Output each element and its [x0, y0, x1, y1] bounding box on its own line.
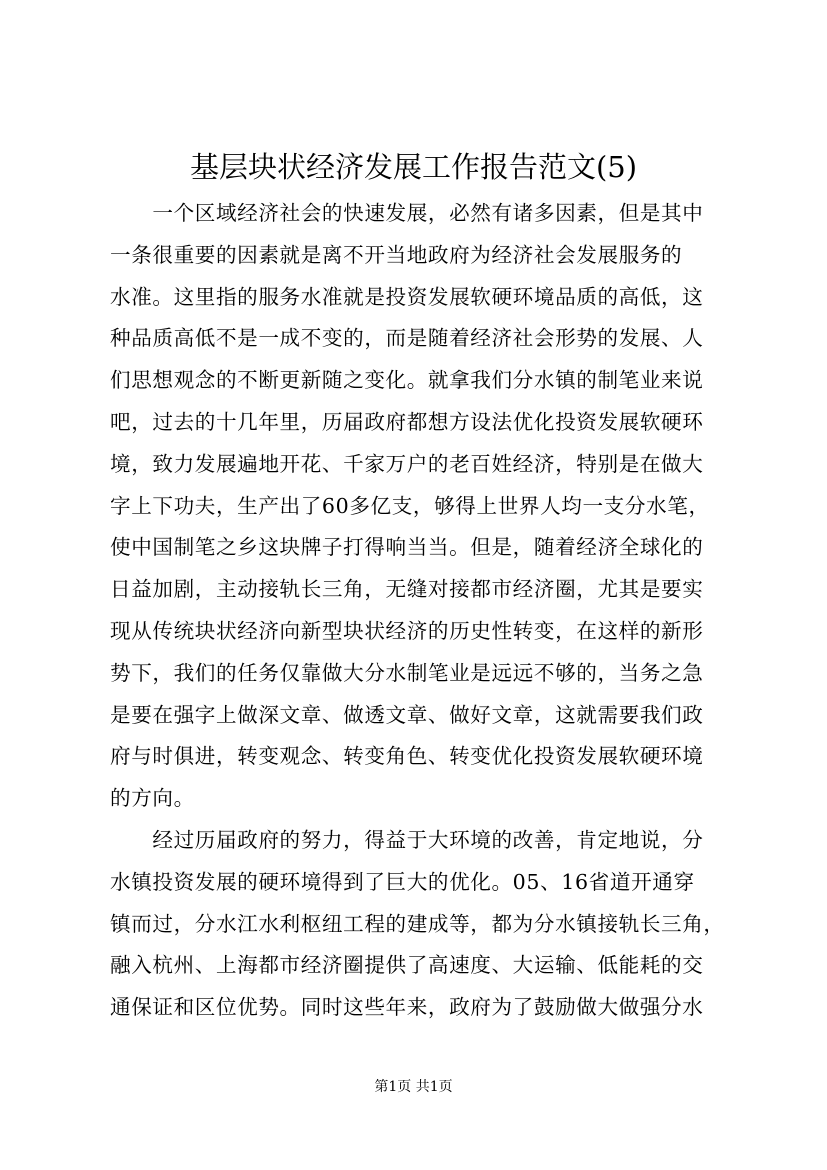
body-line: 一个区域经济社会的快速发展，必然有诸多因素，但是其中	[110, 201, 704, 225]
body-line: 一条很重要的因素就是离不开当地政府为经济社会发展服务的	[110, 242, 683, 267]
body-line: 吧，过去的十几年里，历届政府都想方设法优化投资发展软硬环	[110, 409, 704, 434]
body-line: 势下，我们的任务仅靠做大分水制笔业是远远不够的，当务之急	[110, 660, 704, 685]
body-line: 的方向。	[110, 786, 195, 811]
page-footer: 第1页 共1页	[374, 1079, 453, 1095]
body-line: 经过历届政府的努力，得益于大环境的改善，肯定地说，分	[110, 827, 704, 852]
body-line: 使中国制笔之乡这块牌子打得响当当。但是，随着经济全球化的	[110, 535, 704, 560]
body-line: 种品质高低不是一成不变的，而是随着经济社会形势的发展、人	[110, 326, 704, 351]
body-line: 字上下功夫，生产出了60多亿支，够得上世界人均一支分水笔，	[110, 493, 710, 518]
document-title: 基层块状经济发展工作报告范文(5)	[189, 150, 638, 184]
body-line: 镇而过，分水江水利枢纽工程的建成等，都为分水镇接轨长三角，	[110, 911, 725, 936]
body-line: 通保证和区位优势。同时这些年来，政府为了鼓励做大做强分水	[110, 995, 704, 1020]
body-line: 现从传统块状经济向新型块状经济的历史性转变，在这样的新形	[110, 618, 704, 643]
body-line: 水准。这里指的服务水准就是投资发展软硬环境品质的高低，这	[110, 284, 704, 309]
body-line: 水镇投资发展的硬环境得到了巨大的优化。05、16省道开通穿	[110, 869, 695, 894]
body-line: 是要在强字上做深文章、做透文章、做好文章，这就需要我们政	[110, 702, 704, 727]
body-line: 们思想观念的不断更新随之变化。就拿我们分水镇的制笔业来说	[110, 368, 704, 393]
document-body	[110, 193, 734, 1029]
body-line: 融入杭州、上海都市经济圈提供了高速度、大运输、低能耗的交	[110, 953, 704, 978]
body-line: 府与时俱进，转变观念、转变角色、转变优化投资发展软硬环境	[110, 744, 704, 769]
body-line: 日益加剧，主动接轨长三角，无缝对接都市经济圈，尤其是要实	[110, 577, 704, 602]
body-line: 境，致力发展遍地开花、千家万户的老百姓经济，特别是在做大	[110, 451, 704, 476]
